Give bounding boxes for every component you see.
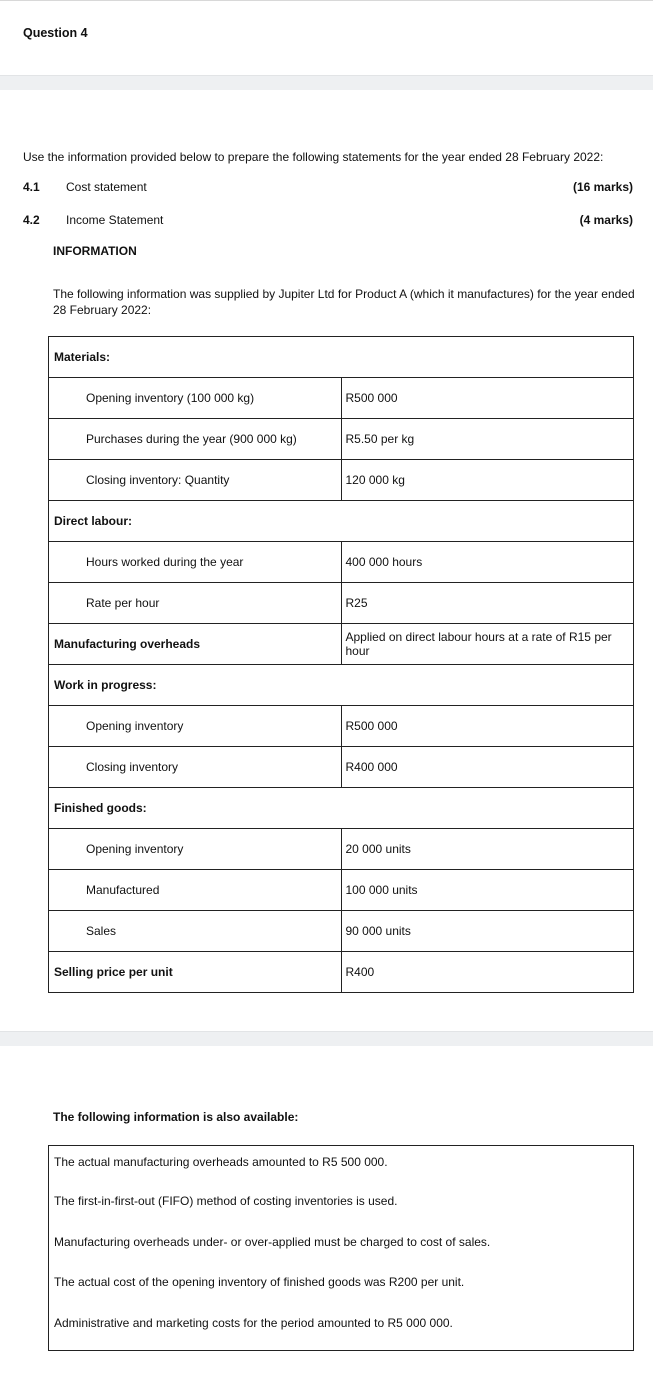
table-row <box>49 624 634 665</box>
info-line: The actual cost of the opening inventory of finished goods was R200 per unit. <box>54 1275 465 1289</box>
table-row <box>49 870 634 911</box>
work-in-progress-heading: Work in progress: <box>49 665 634 706</box>
table-cell-label: Sales <box>49 911 342 952</box>
table-cell-value: 90 000 units <box>341 911 634 952</box>
table-cell-label: Rate per hour <box>49 583 342 624</box>
table-cell-value: 100 000 units <box>341 870 634 911</box>
table-cell-label: Closing inventory: Quantity <box>49 460 342 501</box>
table-row <box>49 665 634 706</box>
selling-price-label: Selling price per unit <box>49 952 342 993</box>
info-line: Administrative and marketing costs for the period amounted to R5 000 000. <box>54 1316 453 1330</box>
table-cell-label: Purchases during the year (900 000 kg) <box>49 419 342 460</box>
table-row <box>49 337 634 378</box>
also-available-heading: The following information is also available: <box>53 1110 299 1124</box>
table-row <box>49 788 634 829</box>
task-marks: (16 marks) <box>572 180 633 194</box>
task-number: 4.1 <box>23 180 40 194</box>
table-cell-label: Manufactured <box>49 870 342 911</box>
information-heading: INFORMATION <box>53 244 137 258</box>
task-number: 4.2 <box>23 213 40 227</box>
info-line: The actual manufacturing overheads amounted to R5 500 000. <box>54 1155 388 1169</box>
table-row <box>49 460 634 501</box>
table-row <box>49 747 634 788</box>
table-cell-value: 20 000 units <box>341 829 634 870</box>
also-available-box <box>48 1145 634 1351</box>
manufacturing-overheads-label: Manufacturing overheads <box>49 624 342 665</box>
table-cell-value: 120 000 kg <box>341 460 634 501</box>
table-cell-value: R400 000 <box>341 747 634 788</box>
materials-heading: Materials: <box>49 337 634 378</box>
table-cell-value: 400 000 hours <box>341 542 634 583</box>
table-row <box>49 706 634 747</box>
question-title: Question 4 <box>23 26 88 40</box>
table-cell-label: Opening inventory <box>49 829 342 870</box>
info-line: Manufacturing overheads under- or over-applied must be charged to cost of sales. <box>54 1235 491 1249</box>
information-paragraph: The following information was supplied by Jupiter Ltd for Product A (which it manufactures) for the year ended 28 February 2022: <box>53 287 635 317</box>
task-label: Income Statement <box>66 213 164 227</box>
table-cell-label: Closing inventory <box>49 747 342 788</box>
table-row <box>49 583 634 624</box>
table-cell-label: Opening inventory <box>49 706 342 747</box>
table-cell-value: R500 000 <box>341 378 634 419</box>
task-marks: (4 marks) <box>579 213 633 227</box>
table-cell-value: R5.50 per kg <box>341 419 634 460</box>
table-row <box>49 378 634 419</box>
table-row <box>49 911 634 952</box>
table-row <box>49 501 634 542</box>
info-line: The first-in-first-out (FIFO) method of costing inventories is used. <box>54 1194 398 1208</box>
direct-labour-heading: Direct labour: <box>49 501 634 542</box>
section-divider <box>0 1031 653 1046</box>
table-cell-value: R25 <box>341 583 634 624</box>
section-divider <box>0 75 653 90</box>
table-row <box>49 419 634 460</box>
intro-text: Use the information provided below to prepare the following statements for the year ended 28 February 2022: <box>23 150 604 164</box>
table-cell-value: Applied on direct labour hours at a rate of R15 per hour <box>341 624 634 665</box>
table-cell-label: Opening inventory (100 000 kg) <box>49 378 342 419</box>
table-cell-value: R400 <box>341 952 634 993</box>
table-cell-value: R500 000 <box>341 706 634 747</box>
top-border <box>0 0 653 1</box>
task-label: Cost statement <box>66 180 147 194</box>
table-row <box>49 829 634 870</box>
table-row <box>49 542 634 583</box>
information-table <box>48 336 634 993</box>
finished-goods-heading: Finished goods: <box>49 788 634 829</box>
table-row <box>49 952 634 993</box>
table-cell-label: Hours worked during the year <box>49 542 342 583</box>
